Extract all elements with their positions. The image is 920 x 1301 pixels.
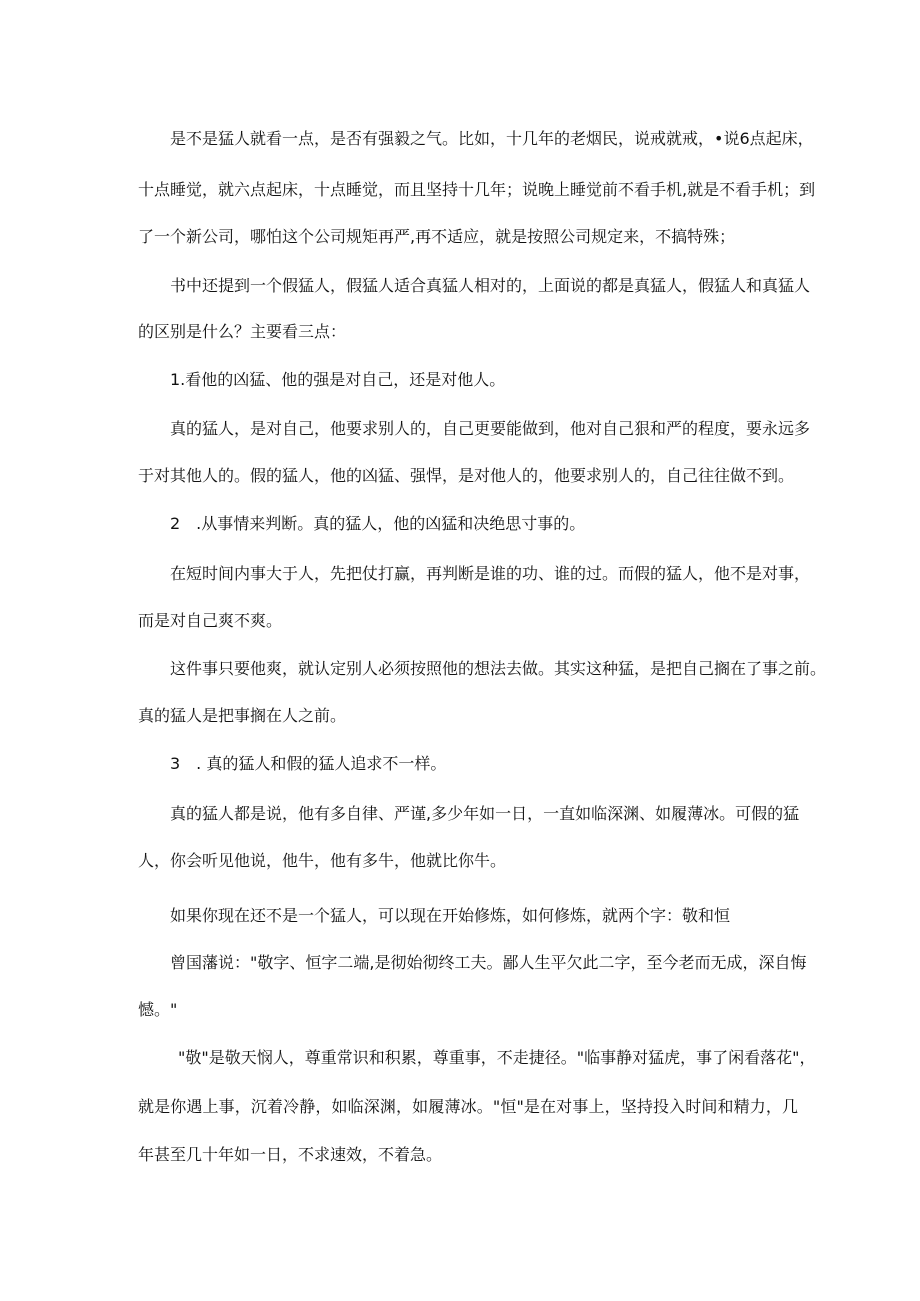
text-line: 人，你会听见他说，他牛，他有多牛，他就比你牛。 <box>138 851 507 870</box>
text-line: 于对其他人的。假的猛人，他的凶猛、强悍，是对他人的，他要求别人的，自己往往做不到。 <box>138 466 795 485</box>
text-line: 憾。" <box>138 1000 178 1019</box>
text-line: 曾国藩说："敬字、恒字二端,是彻始彻终工夫。鄙人生平欠此二字，至今老而无成，深自悔 <box>170 953 807 972</box>
list-heading: 2 .从事情来判断。真的猛人，他的凶猛和决绝思寸事的。 <box>170 514 586 533</box>
text-line: 在短时间内事大于人，先把仗打赢，再判断是谁的功、谁的过。而假的猛人，他不是对事， <box>170 564 811 583</box>
text-line: 如果你现在还不是一个猛人，可以现在开始修炼，如何修炼，就两个字：敬和恒 <box>170 906 731 925</box>
text-line: 年甚至几十年如一日，不求速效，不着急。 <box>138 1145 443 1164</box>
text-line: 真的猛人都是说，他有多自律、严谨,多少年如一日，一直如临深渊、如履薄冰。可假的猛 <box>170 804 800 823</box>
text-line: 真的猛人是把事搁在人之前。 <box>138 706 347 725</box>
text-line: 真的猛人，是对自己，他要求别人的，自己更要能做到，他对自己狠和严的程度，要永远多 <box>170 419 811 438</box>
list-heading: 3 . 真的猛人和假的猛人追求不一样。 <box>170 754 447 773</box>
text-line: 了一个新公司，哪怕这个公司规矩再严,再不适应，就是按照公司规定来，不搞特殊； <box>138 227 736 246</box>
text-line: 而是对自己爽不爽。 <box>138 611 283 630</box>
text-line: "敬"是敬天悯人，尊重常识和积累，尊重事，不走捷径。"临事静对猛虎，事了闲看落花"， <box>178 1048 816 1067</box>
text-line: 这件事只要他爽，就认定别人必须按照他的想法去做。其实这种猛，是把自己搁在了事之前。 <box>170 659 827 678</box>
text-line: 是不是猛人就看一点，是否有强毅之气。比如，十几年的老烟民，说戒就戒，•说6点起床， <box>170 129 814 148</box>
list-heading: 1.看他的凶猛、他的强是对自己，还是对他人。 <box>170 370 506 389</box>
text-line: 就是你遇上事，沉着冷静，如临深渊，如履薄冰。"恒"是在对事上，坚持投入时间和精力，几 <box>138 1097 798 1116</box>
text-line: 十点睡觉，就六点起床，十点睡觉，而且坚持十几年；说晚上睡觉前不看手机,就是不看手机；到 <box>138 180 816 199</box>
text-line: 的区别是什么？主要看三点： <box>138 322 347 341</box>
text-line: 书中还提到一个假猛人，假猛人适合真猛人相对的，上面说的都是真猛人，假猛人和真猛人 <box>170 276 811 295</box>
